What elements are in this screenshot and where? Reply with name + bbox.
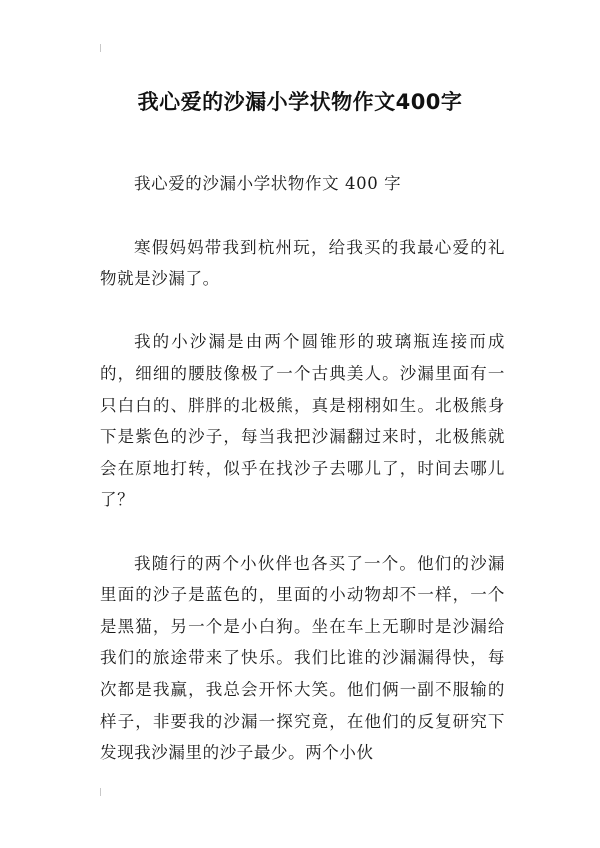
paragraph-intro: 寒假妈妈带我到杭州玩，给我买的我最心爱的礼物就是沙漏了。 <box>100 237 505 289</box>
paragraph-friends-hourglasses: 我随行的两个小伙伴也各买了一个。他们的沙漏里面的沙子是蓝色的，里面的小动物却不一样，一个是黑猫，另一个是小白狗。坐在车上无聊时是沙漏给我们的旅途带来了快乐。我们比谁的沙漏漏得快，每次都是我赢，我总会开怀大笑。他们俩一副不服输的样子，非要我的沙漏一探究竟，在他们的反复研究下发现我沙漏里的沙子最少。两个小伙 <box>100 553 505 763</box>
paragraph-hourglass-description: 我的小沙漏是由两个圆锥形的玻璃瓶连接而成的，细细的腰肢像极了一个古典美人。沙漏里面有一只白白的、胖胖的北极熊，真是栩栩如生。北极熊身下是紫色的沙子，每当我把沙漏翻过来时，北极熊就会在原地打转，似乎在找沙子去哪儿了，时间去哪儿了？ <box>100 332 505 510</box>
page-corner-mark-top <box>100 44 101 52</box>
article-body <box>100 168 505 800</box>
page-title: 我心爱的沙漏小学状物作文400字 <box>137 90 463 115</box>
article-subtitle: 我心爱的沙漏小学状物作文 400 字 <box>134 174 402 193</box>
